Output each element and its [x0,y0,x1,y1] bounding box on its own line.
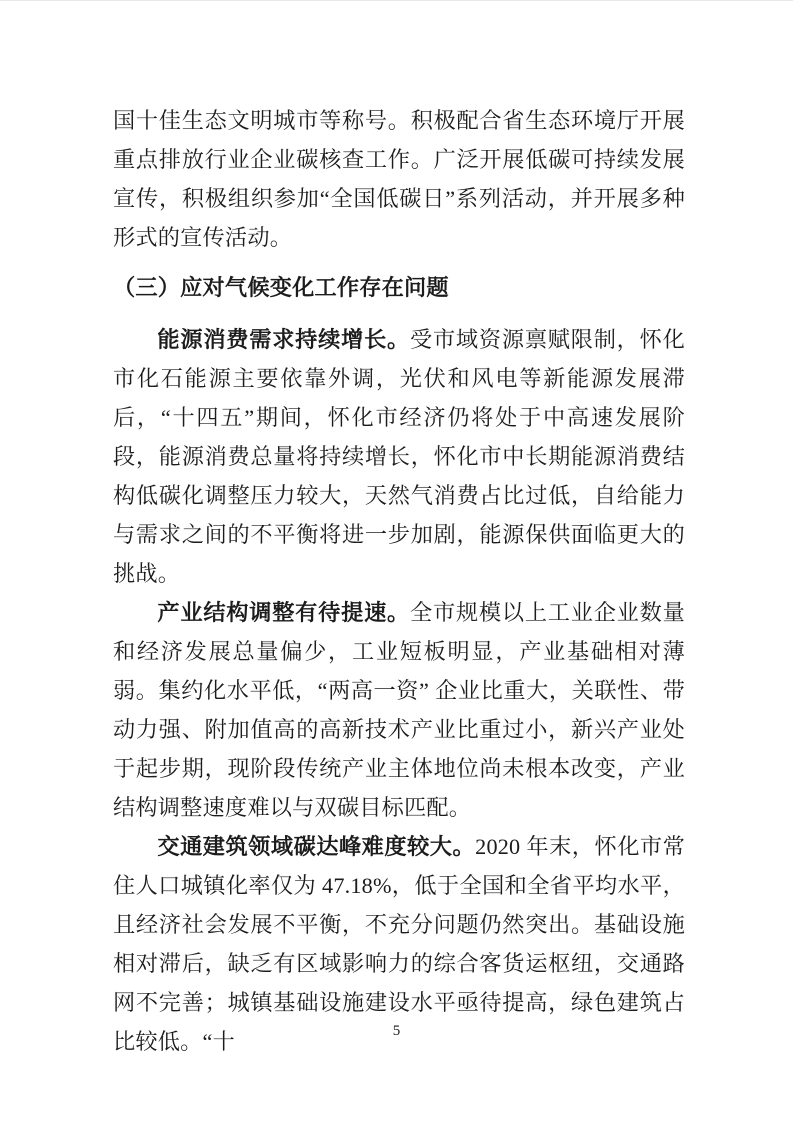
intro-paragraph-text: 国十佳生态文明城市等称号。积极配合省生态环境厅开展重点排放行业企业碳核查工作。广泛开展低碳可持续发展宣传，积极组织参加“全国低碳日”系列活动，并开展多种形式的宣传活动。 [113,108,685,250]
page-content [113,101,685,1061]
section-heading: （三）应对气候变化工作存在问题 [113,275,449,300]
paragraph-transport-building-lead: 交通建筑领域碳达峰难度较大。 [157,834,476,859]
intro-paragraph [113,101,685,257]
paragraph-energy-lead: 能源消费需求持续增长。 [157,327,410,352]
paragraph-industry [113,593,685,827]
page-top-edge [0,0,793,1]
paragraph-energy-body: 受市域资源禀赋限制，怀化市化石能源主要依靠外调，光伏和风电等新能源发展滞后，“十四五”期间，怀化市经济仍将处于中高速发展阶段，能源消费总量将持续增长，怀化市中长期能源消费结构低碳化调整压力较大，天然气消费占比过低，自给能力与需求之间的不平衡将进一步加剧，能源保供面临更大的挑战。 [113,327,685,586]
paragraph-energy [113,320,685,593]
page-number: 5 [392,1023,401,1039]
paragraph-industry-lead: 产业结构调整有待提速。 [157,600,410,625]
paragraph-industry-body: 全市规模以上工业企业数量和经济发展总量偏少，工业短板明显，产业基础相对薄弱。集约化水平低，“两高一资” 企业比重大，关联性、带动力强、附加值高的高新技术产业比重过小，新兴产业处于起步期，现阶段传统产业主体地位尚未根本改变，产业结构调整速度难以与双碳目标匹配。 [113,600,685,820]
paragraph-transport-building-body: 2020 年末，怀化市常住人口城镇化率仅为 47.18%，低于全国和全省平均水平，且经济社会发展不平衡，不充分问题仍然突出。基础设施相对滞后，缺乏有区域影响力的综合客货运枢纽，交通路网不完善；城镇基础设施建设水平亟待提高，绿色建筑占比较低。“十 [113,834,685,1054]
